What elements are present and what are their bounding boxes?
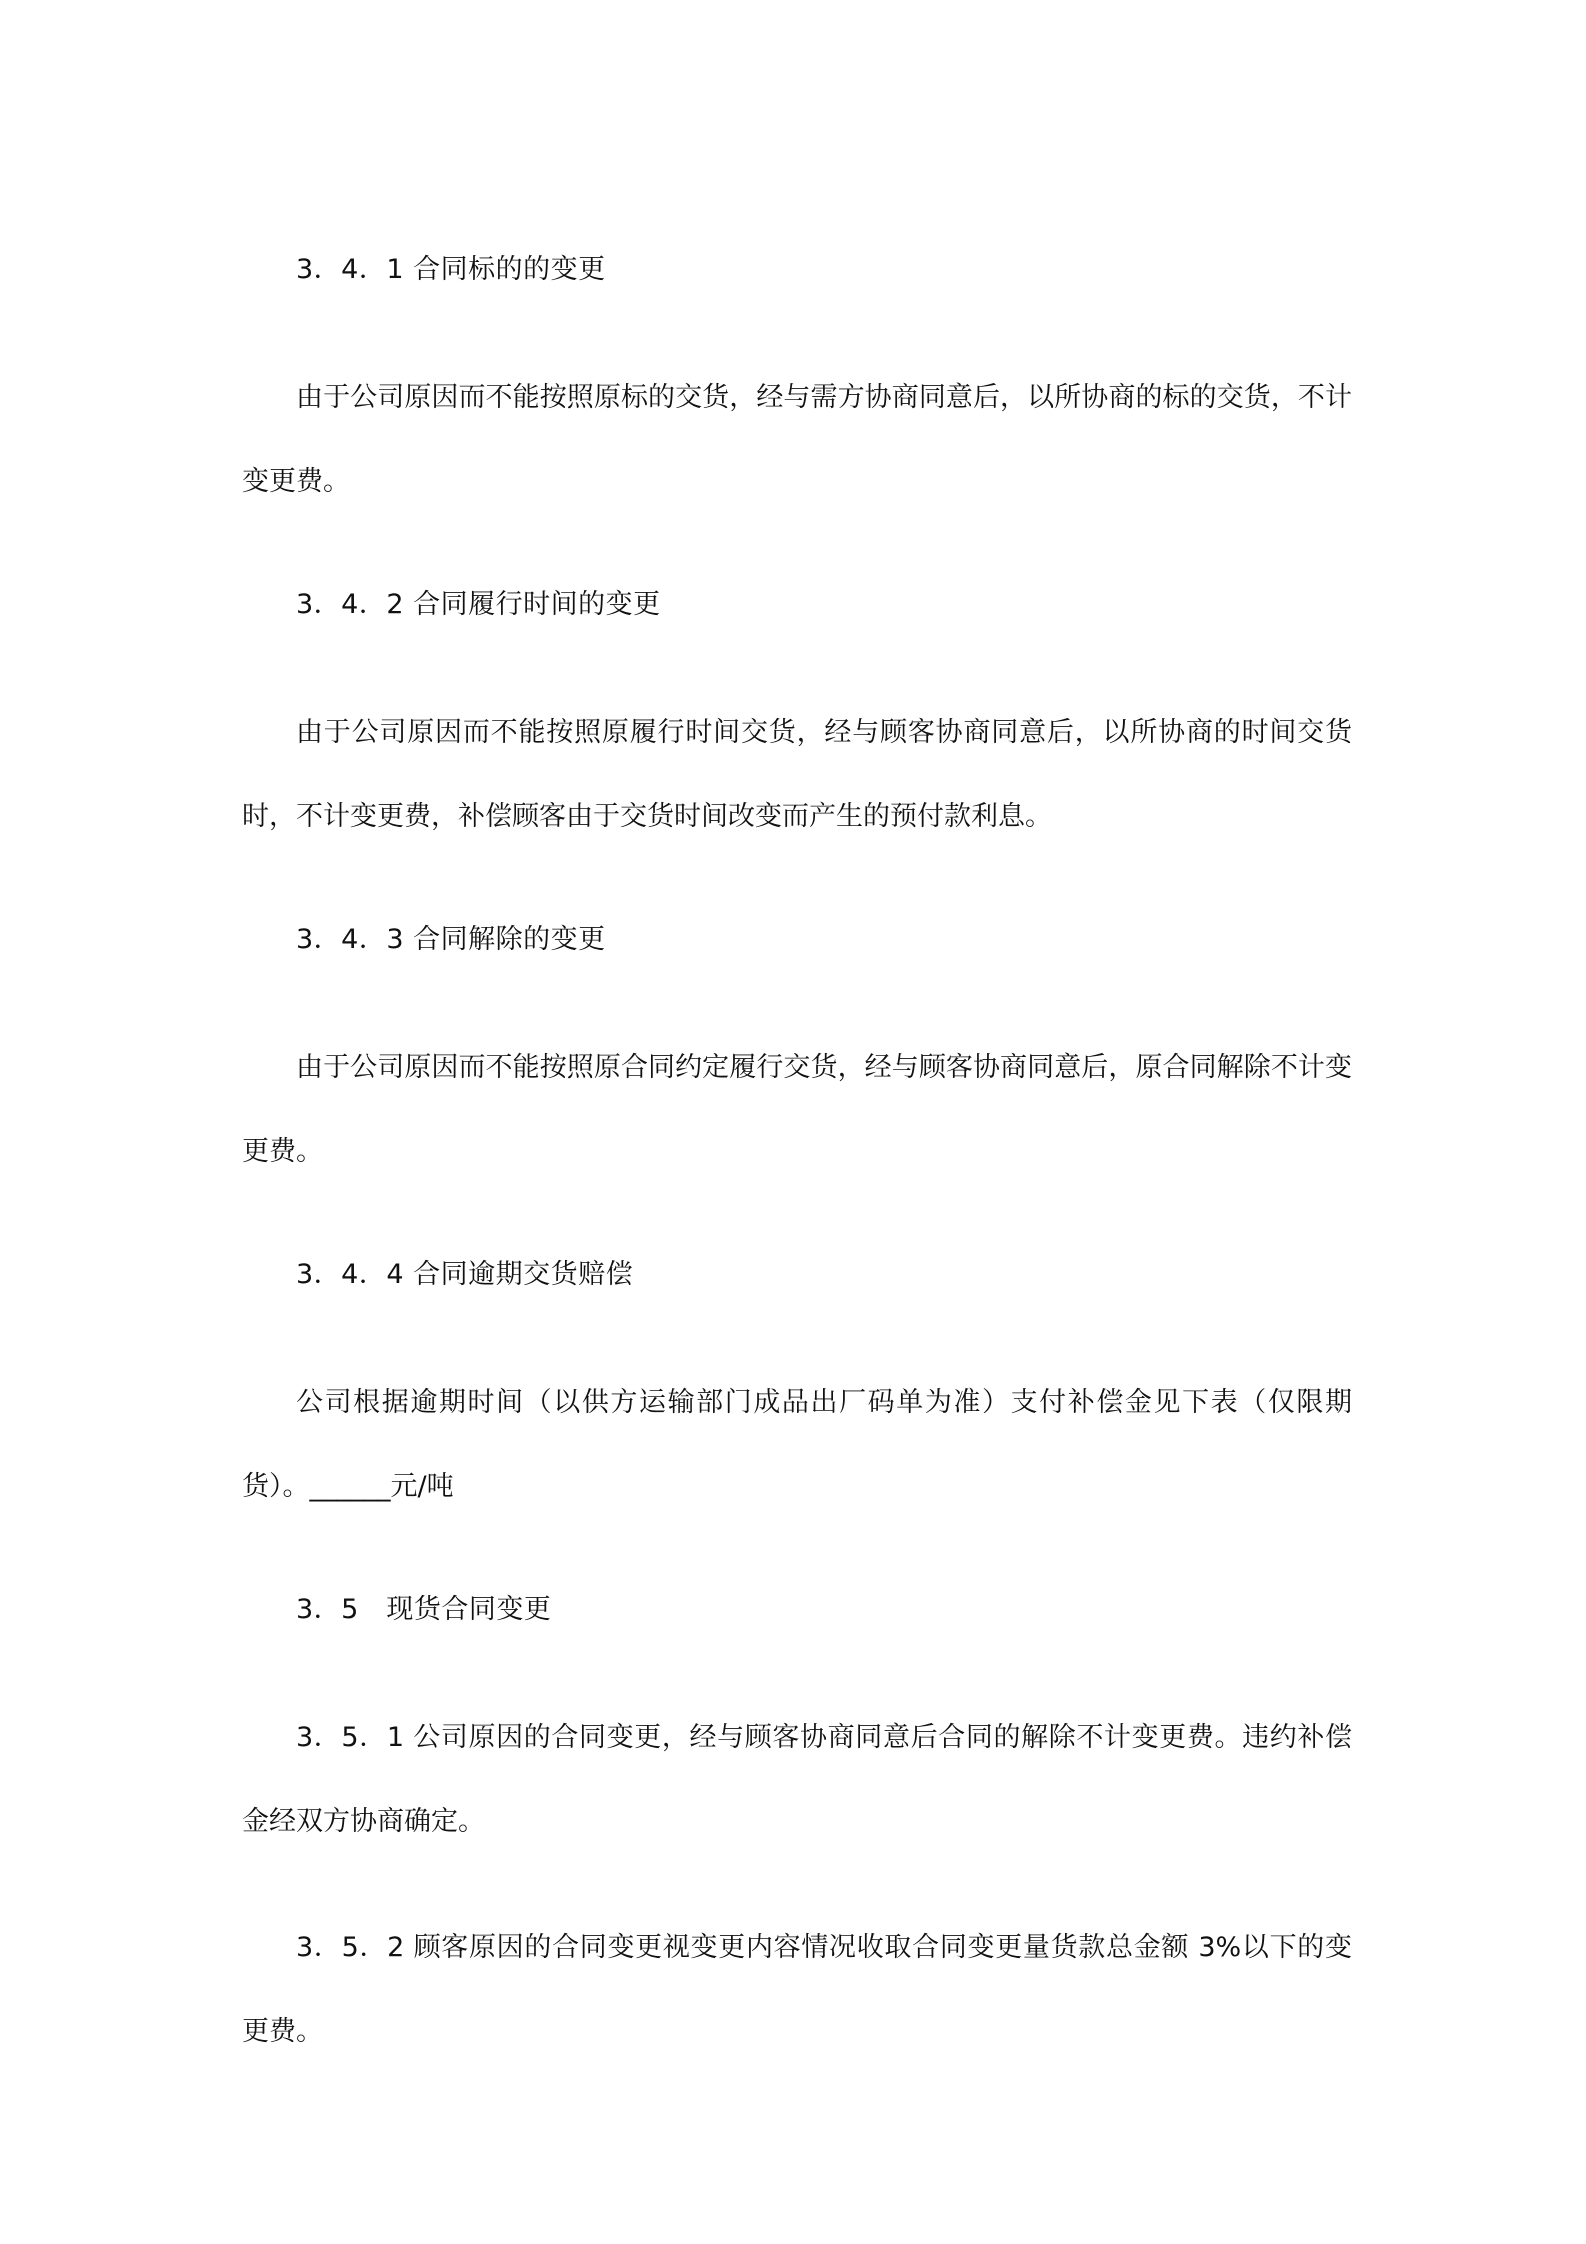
paragraph-3-4-2: 由于公司原因而不能按照原履行时间交货，经与顾客协商同意后，以所协商的时间交货时，不计变更费，补偿顾客由于交货时间改变而产生的预付款利息。 (242, 717, 1352, 832)
section-heading-3-5: 3．5 现货合同变更 (296, 1594, 552, 1625)
paragraph-3-4-3: 由于公司原因而不能按照原合同约定履行交货，经与顾客协商同意后，原合同解除不计变更费。 (242, 1052, 1352, 1167)
section-heading-3-4-1: 3．4．1 合同标的的变更 (296, 254, 606, 285)
paragraph-3-4-1: 由于公司原因而不能按照原标的交货，经与需方协商同意后，以所协商的标的交货，不计变更费。 (242, 382, 1352, 497)
section-heading-3-4-2: 3．4．2 合同履行时间的变更 (296, 589, 661, 620)
paragraph-3-5-1: 3．5．1 公司原因的合同变更，经与顾客协商同意后合同的解除不计变更费。违约补偿金经双方协商确定。 (242, 1722, 1352, 1837)
paragraph-3-4-4: 公司根据逾期时间（以供方运输部门成品出厂码单为准）支付补偿金见下表（仅限期货）。______元/吨 (242, 1387, 1352, 1502)
section-heading-3-4-3: 3．4．3 合同解除的变更 (296, 924, 606, 955)
section-heading-3-4-4: 3．4．4 合同逾期交货赔偿 (296, 1259, 634, 1290)
paragraph-3-5-2: 3．5．2 顾客原因的合同变更视变更内容情况收取合同变更量货款总金额 3%以下的变更费。 (242, 1932, 1352, 2047)
